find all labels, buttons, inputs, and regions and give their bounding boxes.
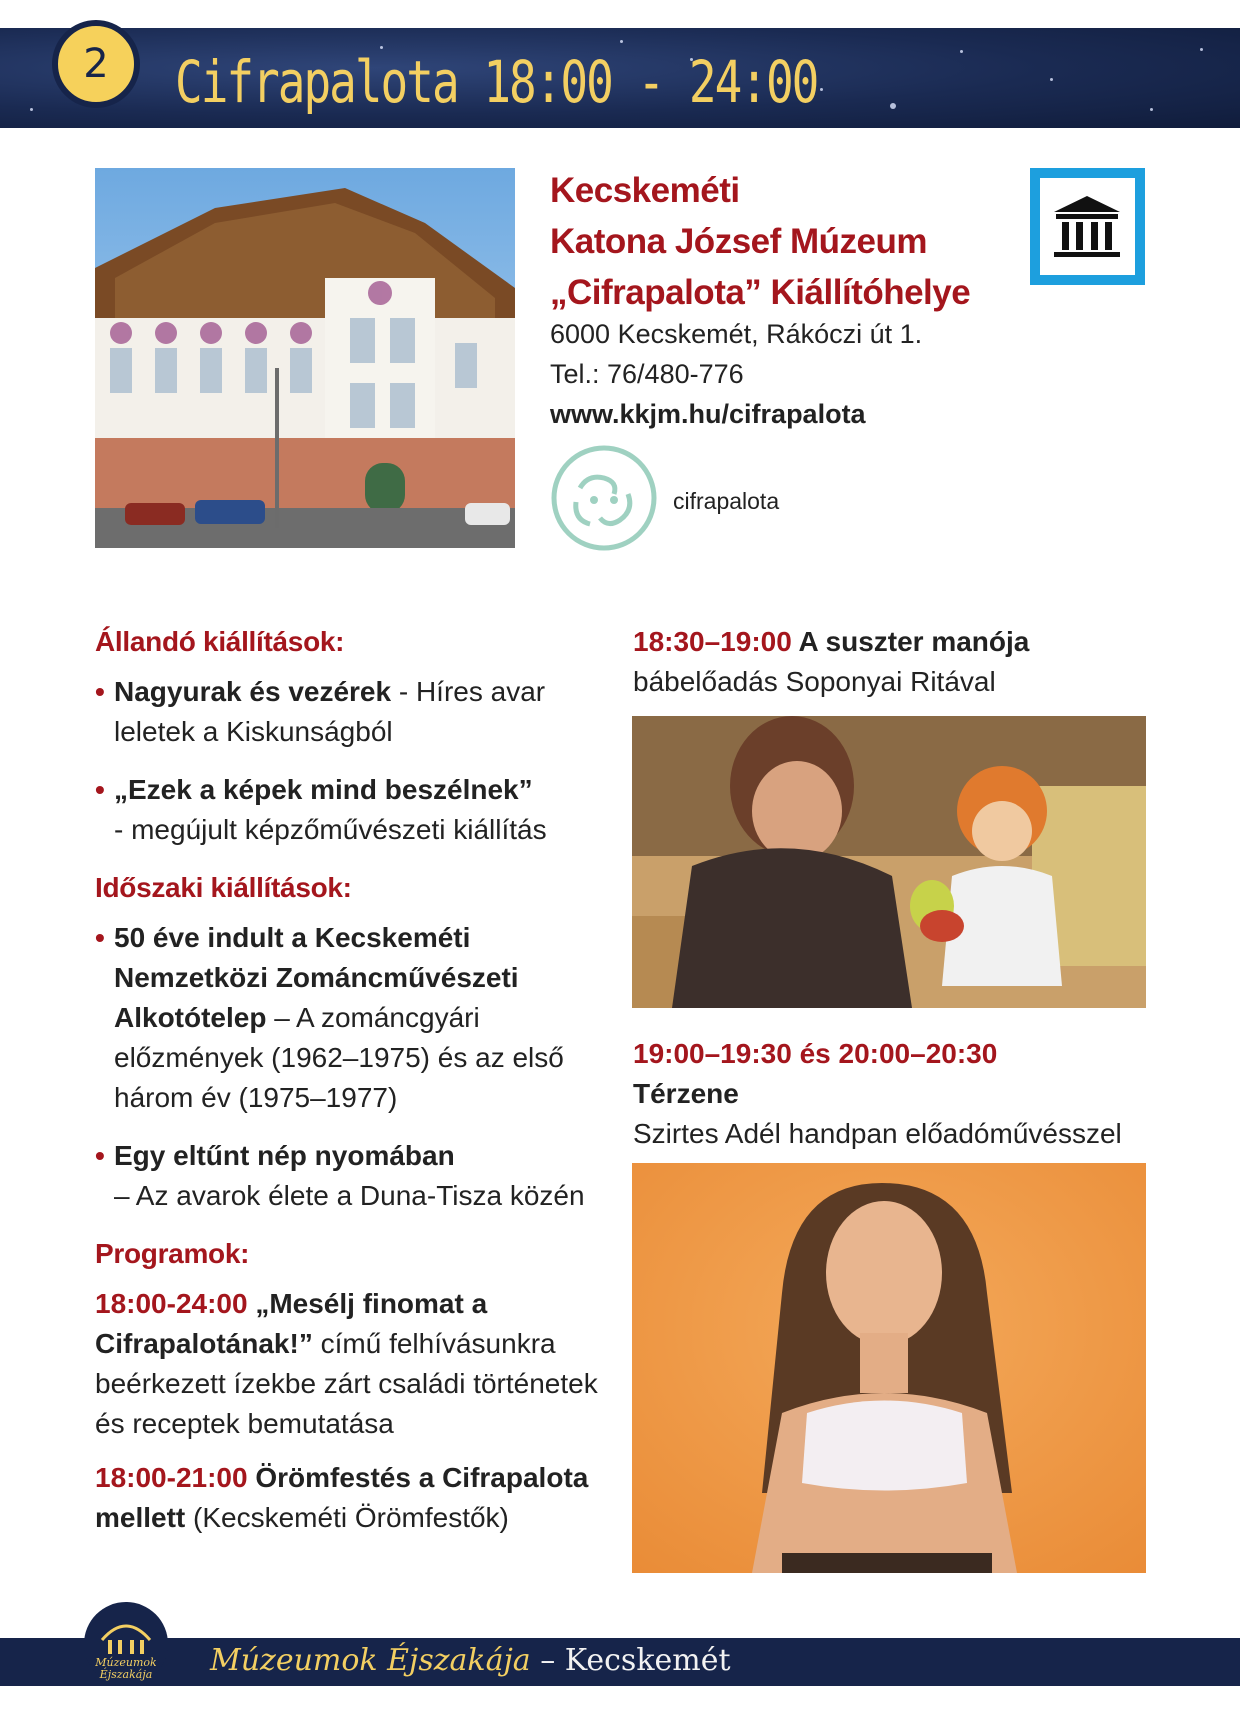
logo-line-1: Múzeumok	[95, 1656, 157, 1669]
bullet-icon: •	[95, 922, 105, 953]
museum-icon	[1030, 168, 1145, 285]
venue-website-link[interactable]: www.kkjm.hu/cifrapalota	[550, 399, 866, 429]
venue-contact	[550, 314, 922, 434]
list-item: • „Ezek a képek mind beszélnek” - megújult képzőművészeti kiállítás	[95, 770, 615, 850]
permanent-heading: Állandó kiállítások:	[95, 626, 345, 657]
bullet-icon: •	[95, 774, 105, 805]
event-puppet-show: 18:30–19:00 A suszter manója bábelőadás Soponyai Ritával	[633, 626, 1030, 697]
list-item: • Nagyurak és vezérek - Híres avar leletek a Kiskunságból	[95, 672, 615, 752]
footer-title: Múzeumok Éjszakája – Kecskemét	[210, 1643, 731, 1678]
venue-name-line-3: „Cifrapalota” Kiállítóhelye	[550, 273, 971, 312]
venue-name-line-1: Kecskeméti	[550, 171, 740, 210]
programs-heading: Programok:	[95, 1238, 250, 1269]
exhibitions-column	[95, 622, 615, 1552]
logo-line-2: Éjszakája	[99, 1668, 153, 1681]
venue-name	[550, 165, 970, 318]
page-title: Cifrapalota 18:00 - 24:00	[175, 48, 818, 116]
puppet-show-photo	[632, 716, 1146, 1008]
venue-name-line-2: Katona József Múzeum	[550, 222, 927, 261]
program-item: 18:00-24:00 „Mesélj finomat a Cifrapalotának!” című felhívásunkra beérkezett ízekbe zárt családi történetek és receptek bemutatása	[95, 1288, 598, 1439]
cifrapalota-logo-icon	[550, 444, 658, 552]
event-square-music: 19:00–19:30 és 20:00–20:30 Térzene Szirtes Adél handpan előadóművésszel	[633, 1038, 1122, 1149]
bullet-icon: •	[95, 676, 105, 707]
cifrapalota-logo-text: cifrapalota	[673, 488, 780, 514]
performer-photo	[632, 1163, 1146, 1573]
venue-address: 6000 Kecskemét, Rákóczi út 1.	[550, 319, 923, 349]
building-photo	[95, 168, 515, 548]
list-item: • Egy eltűnt nép nyomában – Az avarok élete a Duna-Tisza közén	[95, 1136, 615, 1216]
temporary-heading: Időszaki kiállítások:	[95, 872, 352, 903]
program-item: 18:00-21:00 Örömfestés a Cifrapalota mellett (Kecskeméti Örömfestők)	[95, 1462, 589, 1533]
venue-phone: Tel.: 76/480-776	[550, 359, 744, 389]
bullet-icon: •	[95, 1140, 105, 1171]
museum-night-logo	[82, 1600, 170, 1688]
list-item: • 50 éve indult a Kecskeméti Nemzetközi Zománcművészeti Alkotótelep – A zománcgyári előzmények (1962–1975) és az első három év (1975–1977)	[95, 918, 615, 1118]
venue-number-badge: 2	[52, 20, 140, 108]
